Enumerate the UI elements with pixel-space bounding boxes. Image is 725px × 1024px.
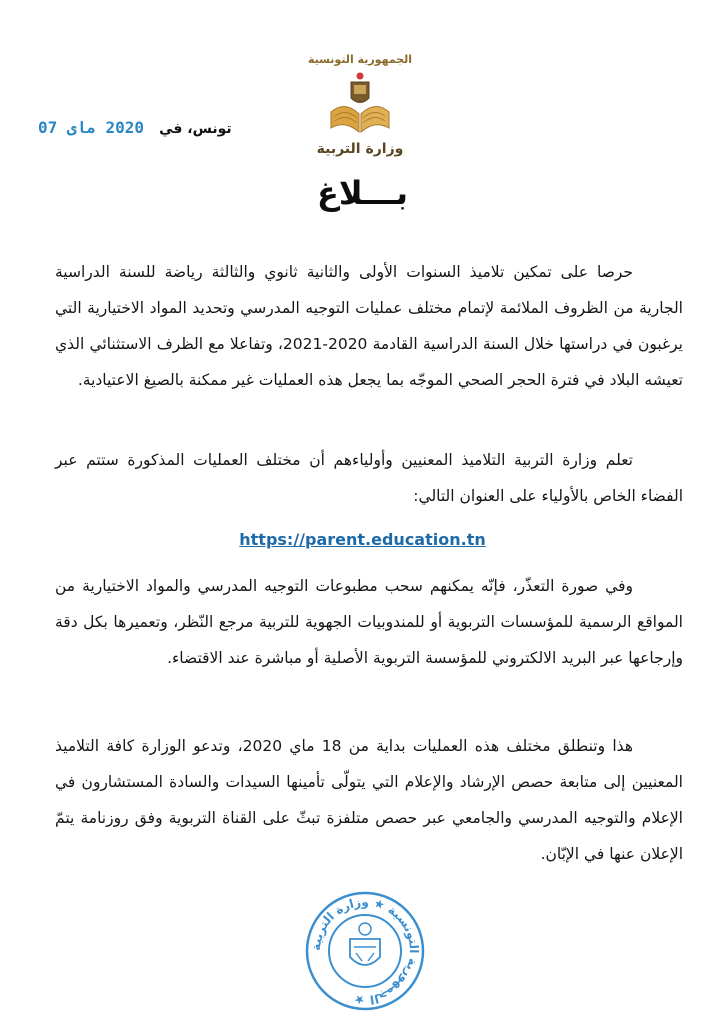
letterhead-ministry: وزارة التربية: [316, 141, 404, 157]
official-seal-stamp-icon: [298, 887, 432, 1015]
svg-text:الجمهورية التونسية ★ وزارة الت: [309, 895, 421, 1007]
stamped-date: 2020 ماى 07: [38, 118, 144, 137]
seal-text: الجمهورية التونسية ★ وزارة التربية ★: [308, 894, 422, 1008]
paragraph-4: هذا وتنطلق مختلف هذه العمليات بداية من 18 ماي 2020، وتدعو الوزارة كافة التلاميذ المعنيين إلى متابعة حصص الإرشاد والإعلام التي يتولّى تأمينها السيدات والسادة المستشارون في الإعلام والتوجيه المدرسي والجامعي عبر حصص متلفزة تبثّ على القناة التربوية وفق روزنامة يتمّ الإعلان عنها في الإبّان.: [55, 737, 683, 863]
parent-portal-link-row: [0, 530, 725, 549]
letterhead-republic: الجمهورية التونسية: [307, 53, 413, 66]
paragraph-1: حرصا على تمكين تلاميذ السنوات الأولى والثانية ثانوي والثالثة رياضة للسنة الدراسية الجارية من الظروف الملائمة لإتمام مختلف عمليات التوجيه المدرسي وتحديد المواد الاختيارية التي يرغبون في دراستها خلال السنة الدراسية القادمة 2020-2021، وتفاعلا مع الظرف الاستثنائي الذي تعيشه البلاد في فترة الحجر الصحي الموجّه بما يجعل هذه العمليات غير ممكنة بالصيغ الاعتيادية.: [55, 263, 683, 389]
letterhead: [300, 52, 420, 172]
ministry-book-emblem-icon: [325, 70, 395, 140]
parent-portal-link[interactable]: https://parent.education.tn: [239, 530, 486, 549]
document-title: بـــلاغ: [317, 174, 408, 212]
paragraph-2: تعلم وزارة التربية التلاميذ المعنيين وأولياءهم أن مختلف العمليات المذكورة ستتم عبر الفضاء الخاص بالأولياء على العنوان التالي:: [55, 451, 683, 505]
date-place: تونس، في: [159, 121, 232, 137]
paragraph-3: وفي صورة التعذّر، فإنّه يمكنهم سحب مطبوعات التوجيه المدرسي والمواد الاختيارية من المواقع الرسمية للمؤسسات التربوية أو للمندوبيات الجهوية للتربية مرجع النّظر، وتعميرها بكل دقة وإرجاعها عبر البريد الالكتروني للمؤسسة التربوية الأصلية أو مباشرة عند الاقتضاء.: [55, 577, 683, 667]
dateline: [38, 118, 232, 144]
